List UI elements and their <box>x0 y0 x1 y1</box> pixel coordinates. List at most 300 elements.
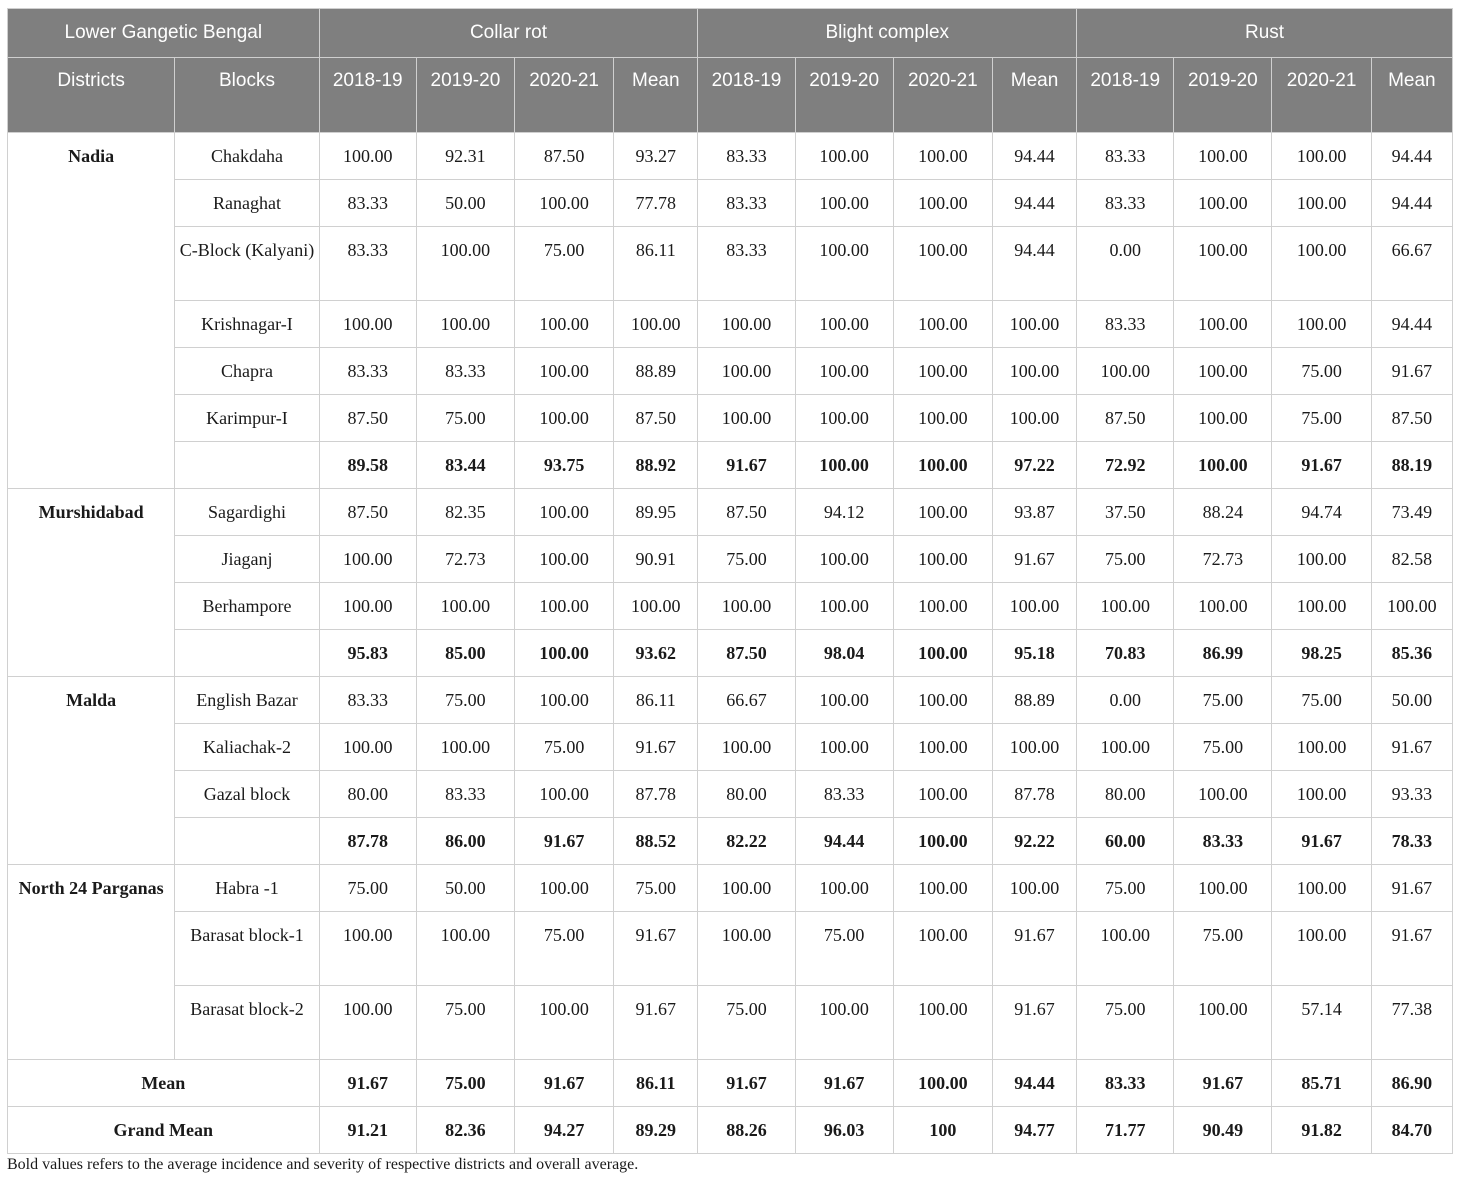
value-cell: 88.89 <box>614 348 698 395</box>
value-cell: 93.62 <box>614 630 698 677</box>
value-cell: 82.35 <box>416 489 514 536</box>
disease-header-rust: Rust <box>1077 9 1453 58</box>
year-header: 2019-20 <box>1174 58 1272 133</box>
block-cell: Barasat block-2 <box>175 986 319 1060</box>
value-cell: 100.00 <box>515 986 614 1060</box>
value-cell: 100.00 <box>1174 301 1272 348</box>
value-cell: 100.00 <box>992 395 1076 442</box>
value-cell: 100.00 <box>416 583 514 630</box>
value-cell: 100.00 <box>1272 180 1371 227</box>
value-cell: 83.33 <box>1077 1060 1174 1107</box>
value-cell: 88.26 <box>698 1107 795 1154</box>
value-cell: 91.67 <box>1371 724 1452 771</box>
value-cell: 91.67 <box>614 724 698 771</box>
table-row <box>8 865 1453 912</box>
value-cell: 91.67 <box>698 442 795 489</box>
table-footnote: Bold values refers to the average incidence and severity of respective districts and overall average. <box>7 1156 639 1173</box>
value-cell: 100.00 <box>416 912 514 986</box>
value-cell: 100.00 <box>893 536 992 583</box>
value-cell: 100.00 <box>1174 180 1272 227</box>
value-cell: 100.00 <box>795 227 893 301</box>
value-cell: 82.58 <box>1371 536 1452 583</box>
value-cell: 75.00 <box>698 536 795 583</box>
value-cell: 100.00 <box>319 724 416 771</box>
value-cell: 90.91 <box>614 536 698 583</box>
value-cell: 88.24 <box>1174 489 1272 536</box>
value-cell: 94.44 <box>992 227 1076 301</box>
value-cell: 100.00 <box>795 348 893 395</box>
value-cell: 92.31 <box>416 133 514 180</box>
value-cell: 80.00 <box>1077 771 1174 818</box>
value-cell: 77.38 <box>1371 986 1452 1060</box>
value-cell: 94.77 <box>992 1107 1076 1154</box>
block-cell: Habra -1 <box>175 865 319 912</box>
disease-header-collar-rot: Collar rot <box>319 9 698 58</box>
value-cell: 94.44 <box>1371 133 1452 180</box>
value-cell: 75.00 <box>1272 677 1371 724</box>
value-cell: 91.67 <box>1371 912 1452 986</box>
value-cell: 91.67 <box>992 912 1076 986</box>
block-cell: C-Block (Kalyani) <box>175 227 319 301</box>
value-cell: 100.00 <box>1272 724 1371 771</box>
value-cell: 75.00 <box>416 395 514 442</box>
value-cell: 72.73 <box>416 536 514 583</box>
value-cell: 100.00 <box>515 348 614 395</box>
value-cell: 100.00 <box>893 677 992 724</box>
value-cell: 83.33 <box>1174 818 1272 865</box>
year-header: 2019-20 <box>416 58 514 133</box>
value-cell: 100.00 <box>1077 348 1174 395</box>
value-cell: 100.00 <box>416 724 514 771</box>
value-cell: 83.33 <box>319 227 416 301</box>
value-cell: 88.19 <box>1371 442 1452 489</box>
grand-mean-row-label: Grand Mean <box>8 1107 320 1154</box>
value-cell: 75.00 <box>1174 677 1272 724</box>
value-cell: 50.00 <box>1371 677 1452 724</box>
value-cell: 90.49 <box>1174 1107 1272 1154</box>
value-cell: 100.00 <box>893 724 992 771</box>
year-header: 2018-19 <box>1077 58 1174 133</box>
value-cell: 83.33 <box>698 227 795 301</box>
value-cell: 87.50 <box>614 395 698 442</box>
value-cell: 91.67 <box>515 1060 614 1107</box>
value-cell: 100.00 <box>893 227 992 301</box>
block-cell: English Bazar <box>175 677 319 724</box>
value-cell: 83.33 <box>319 677 416 724</box>
district-cell: Murshidabad <box>8 489 175 677</box>
value-cell: 97.22 <box>992 442 1076 489</box>
table-row <box>8 724 1453 771</box>
disease-header-blight-complex: Blight complex <box>698 9 1077 58</box>
value-cell: 75.00 <box>1077 986 1174 1060</box>
districts-header: Districts <box>8 58 175 133</box>
value-cell: 37.50 <box>1077 489 1174 536</box>
value-cell: 60.00 <box>1077 818 1174 865</box>
value-cell: 87.50 <box>515 133 614 180</box>
value-cell: 83.33 <box>416 348 514 395</box>
value-cell: 95.18 <box>992 630 1076 677</box>
table-row <box>8 986 1453 1060</box>
value-cell: 91.67 <box>992 986 1076 1060</box>
value-cell: 100.00 <box>515 771 614 818</box>
value-cell: 91.67 <box>795 1060 893 1107</box>
value-cell: 100.00 <box>795 395 893 442</box>
year-header: 2020-21 <box>893 58 992 133</box>
value-cell: 85.71 <box>1272 1060 1371 1107</box>
value-cell: 75.00 <box>1174 724 1272 771</box>
value-cell: 100.00 <box>1174 986 1272 1060</box>
value-cell: 75.00 <box>1272 395 1371 442</box>
value-cell: 100.00 <box>515 180 614 227</box>
value-cell: 87.50 <box>698 489 795 536</box>
value-cell: 83.33 <box>416 771 514 818</box>
block-cell: Gazal block <box>175 771 319 818</box>
value-cell: 66.67 <box>1371 227 1452 301</box>
region-header: Lower Gangetic Bengal <box>8 9 320 58</box>
value-cell: 100.00 <box>319 583 416 630</box>
value-cell: 50.00 <box>416 865 514 912</box>
value-cell: 93.27 <box>614 133 698 180</box>
value-cell: 94.74 <box>1272 489 1371 536</box>
value-cell: 100.00 <box>319 301 416 348</box>
value-cell: 94.44 <box>992 180 1076 227</box>
block-cell <box>175 442 319 489</box>
value-cell: 83.33 <box>698 180 795 227</box>
value-cell: 100.00 <box>893 912 992 986</box>
value-cell: 100.00 <box>698 912 795 986</box>
value-cell: 100.00 <box>1174 133 1272 180</box>
district-cell: North 24 Parganas <box>8 865 175 1060</box>
value-cell: 100.00 <box>515 677 614 724</box>
value-cell: 57.14 <box>1272 986 1371 1060</box>
value-cell: 82.36 <box>416 1107 514 1154</box>
value-cell: 75.00 <box>698 986 795 1060</box>
value-cell: 91.21 <box>319 1107 416 1154</box>
value-cell: 87.78 <box>992 771 1076 818</box>
grand-mean-row <box>8 1107 1453 1154</box>
value-cell: 83.33 <box>698 133 795 180</box>
value-cell: 100.00 <box>893 442 992 489</box>
value-cell: 100.00 <box>416 301 514 348</box>
value-cell: 100.00 <box>795 865 893 912</box>
value-cell: 100.00 <box>992 865 1076 912</box>
value-cell: 100.00 <box>795 133 893 180</box>
value-cell: 100.00 <box>698 301 795 348</box>
value-cell: 100.00 <box>992 724 1076 771</box>
value-cell: 75.00 <box>416 677 514 724</box>
value-cell: 100.00 <box>893 133 992 180</box>
value-cell: 75.00 <box>795 912 893 986</box>
value-cell: 98.04 <box>795 630 893 677</box>
value-cell: 100.00 <box>319 912 416 986</box>
block-cell: Berhampore <box>175 583 319 630</box>
value-cell: 100.00 <box>515 301 614 348</box>
value-cell: 100.00 <box>795 442 893 489</box>
value-cell: 75.00 <box>515 912 614 986</box>
value-cell: 94.44 <box>992 1060 1076 1107</box>
value-cell: 83.33 <box>795 771 893 818</box>
value-cell: 80.00 <box>698 771 795 818</box>
value-cell: 73.49 <box>1371 489 1452 536</box>
value-cell: 100.00 <box>698 395 795 442</box>
value-cell: 91.82 <box>1272 1107 1371 1154</box>
value-cell: 83.33 <box>1077 133 1174 180</box>
value-cell: 88.52 <box>614 818 698 865</box>
value-cell: 100.00 <box>1077 724 1174 771</box>
value-cell: 75.00 <box>1174 912 1272 986</box>
value-cell: 83.33 <box>1077 301 1174 348</box>
value-cell: 91.67 <box>698 1060 795 1107</box>
value-cell: 100.00 <box>795 536 893 583</box>
blocks-header: Blocks <box>175 58 319 133</box>
value-cell: 100.00 <box>1272 536 1371 583</box>
table-row <box>8 395 1453 442</box>
value-cell: 100.00 <box>1272 301 1371 348</box>
value-cell: 91.67 <box>1371 865 1452 912</box>
value-cell: 71.77 <box>1077 1107 1174 1154</box>
value-cell: 100.00 <box>1174 442 1272 489</box>
value-cell: 86.11 <box>614 677 698 724</box>
value-cell: 100.00 <box>1174 395 1272 442</box>
value-cell: 0.00 <box>1077 677 1174 724</box>
value-cell: 100.00 <box>515 583 614 630</box>
value-cell: 91.67 <box>614 912 698 986</box>
table-row <box>8 227 1453 301</box>
block-cell: Kaliachak-2 <box>175 724 319 771</box>
value-cell: 100.00 <box>1272 865 1371 912</box>
value-cell: 96.03 <box>795 1107 893 1154</box>
value-cell: 86.11 <box>614 1060 698 1107</box>
value-cell: 100.00 <box>515 536 614 583</box>
year-header: 2018-19 <box>319 58 416 133</box>
value-cell: 100.00 <box>416 227 514 301</box>
year-header: 2018-19 <box>698 58 795 133</box>
value-cell: 82.22 <box>698 818 795 865</box>
value-cell: 100.00 <box>893 865 992 912</box>
header-row-years <box>8 58 1453 133</box>
value-cell: 91.67 <box>1272 442 1371 489</box>
value-cell: 91.67 <box>319 1060 416 1107</box>
value-cell: 91.67 <box>515 818 614 865</box>
block-cell <box>175 818 319 865</box>
value-cell: 88.89 <box>992 677 1076 724</box>
value-cell: 75.00 <box>614 865 698 912</box>
value-cell: 100.00 <box>893 818 992 865</box>
value-cell: 100.00 <box>698 724 795 771</box>
value-cell: 80.00 <box>319 771 416 818</box>
value-cell: 100.00 <box>319 133 416 180</box>
value-cell: 66.67 <box>698 677 795 724</box>
value-cell: 0.00 <box>1077 227 1174 301</box>
value-cell: 83.44 <box>416 442 514 489</box>
value-cell: 94.27 <box>515 1107 614 1154</box>
disease-incidence-table <box>7 8 1453 1154</box>
value-cell: 86.99 <box>1174 630 1272 677</box>
value-cell: 89.95 <box>614 489 698 536</box>
year-header: 2020-21 <box>515 58 614 133</box>
table-row <box>8 583 1453 630</box>
value-cell: 94.44 <box>1371 301 1452 348</box>
district-average-row <box>8 818 1453 865</box>
value-cell: 87.50 <box>1371 395 1452 442</box>
value-cell: 93.87 <box>992 489 1076 536</box>
value-cell: 100.00 <box>992 583 1076 630</box>
value-cell: 85.36 <box>1371 630 1452 677</box>
value-cell: 100.00 <box>515 395 614 442</box>
value-cell: 100.00 <box>893 986 992 1060</box>
value-cell: 100.00 <box>893 583 992 630</box>
block-cell: Chapra <box>175 348 319 395</box>
value-cell: 91.67 <box>1174 1060 1272 1107</box>
value-cell: 100.00 <box>992 301 1076 348</box>
value-cell: 100.00 <box>795 724 893 771</box>
value-cell: 100.00 <box>893 1060 992 1107</box>
value-cell: 100.00 <box>893 180 992 227</box>
value-cell: 87.50 <box>698 630 795 677</box>
table-row <box>8 133 1453 180</box>
block-cell: Chakdaha <box>175 133 319 180</box>
value-cell: 100.00 <box>795 986 893 1060</box>
value-cell: 75.00 <box>515 724 614 771</box>
value-cell: 100.00 <box>795 301 893 348</box>
value-cell: 100.00 <box>698 865 795 912</box>
value-cell: 100.00 <box>515 865 614 912</box>
value-cell: 75.00 <box>1077 865 1174 912</box>
year-header: 2019-20 <box>795 58 893 133</box>
table-row <box>8 677 1453 724</box>
value-cell: 75.00 <box>1272 348 1371 395</box>
value-cell: 100.00 <box>1272 912 1371 986</box>
value-cell: 77.78 <box>614 180 698 227</box>
value-cell: 100.00 <box>698 348 795 395</box>
value-cell: 94.44 <box>1371 180 1452 227</box>
value-cell: 100.00 <box>1077 583 1174 630</box>
value-cell: 75.00 <box>1077 536 1174 583</box>
mean-header: Mean <box>1371 58 1452 133</box>
value-cell: 72.92 <box>1077 442 1174 489</box>
block-cell: Krishnagar-I <box>175 301 319 348</box>
value-cell: 87.78 <box>614 771 698 818</box>
table-row <box>8 180 1453 227</box>
table-row <box>8 912 1453 986</box>
value-cell: 83.33 <box>1077 180 1174 227</box>
year-header: 2020-21 <box>1272 58 1371 133</box>
value-cell: 100.00 <box>893 348 992 395</box>
value-cell: 100.00 <box>893 771 992 818</box>
value-cell: 50.00 <box>416 180 514 227</box>
value-cell: 91.67 <box>1371 348 1452 395</box>
value-cell: 100.00 <box>319 536 416 583</box>
value-cell: 100.00 <box>1077 912 1174 986</box>
value-cell: 100.00 <box>1174 865 1272 912</box>
value-cell: 100.00 <box>992 348 1076 395</box>
block-cell: Jiaganj <box>175 536 319 583</box>
value-cell: 89.58 <box>319 442 416 489</box>
value-cell: 70.83 <box>1077 630 1174 677</box>
value-cell: 91.67 <box>1272 818 1371 865</box>
mean-row-label: Mean <box>8 1060 320 1107</box>
value-cell: 86.90 <box>1371 1060 1452 1107</box>
value-cell: 91.67 <box>992 536 1076 583</box>
value-cell: 75.00 <box>515 227 614 301</box>
value-cell: 100.00 <box>1272 133 1371 180</box>
value-cell: 92.22 <box>992 818 1076 865</box>
value-cell: 91.67 <box>614 986 698 1060</box>
value-cell: 84.70 <box>1371 1107 1452 1154</box>
value-cell: 100.00 <box>893 489 992 536</box>
value-cell: 87.50 <box>319 395 416 442</box>
value-cell: 75.00 <box>319 865 416 912</box>
mean-row <box>8 1060 1453 1107</box>
value-cell: 75.00 <box>416 1060 514 1107</box>
header-row-diseases <box>8 9 1453 58</box>
value-cell: 100.00 <box>614 583 698 630</box>
block-cell: Barasat block-1 <box>175 912 319 986</box>
value-cell: 100.00 <box>893 301 992 348</box>
value-cell: 87.78 <box>319 818 416 865</box>
table-body <box>8 133 1453 1154</box>
table-row <box>8 536 1453 583</box>
value-cell: 83.33 <box>319 348 416 395</box>
value-cell: 100.00 <box>515 630 614 677</box>
block-cell <box>175 630 319 677</box>
value-cell: 100.00 <box>698 583 795 630</box>
value-cell: 100.00 <box>614 301 698 348</box>
mean-header: Mean <box>614 58 698 133</box>
value-cell: 94.44 <box>992 133 1076 180</box>
value-cell: 100.00 <box>893 630 992 677</box>
district-cell: Nadia <box>8 133 175 489</box>
value-cell: 75.00 <box>416 986 514 1060</box>
value-cell: 94.12 <box>795 489 893 536</box>
value-cell: 78.33 <box>1371 818 1452 865</box>
table-row <box>8 771 1453 818</box>
value-cell: 88.92 <box>614 442 698 489</box>
value-cell: 100.00 <box>1272 227 1371 301</box>
value-cell: 93.75 <box>515 442 614 489</box>
value-cell: 100.00 <box>1174 227 1272 301</box>
value-cell: 100.00 <box>1174 348 1272 395</box>
value-cell: 100 <box>893 1107 992 1154</box>
value-cell: 100.00 <box>795 677 893 724</box>
value-cell: 86.11 <box>614 227 698 301</box>
value-cell: 95.83 <box>319 630 416 677</box>
table-row <box>8 348 1453 395</box>
value-cell: 85.00 <box>416 630 514 677</box>
value-cell: 100.00 <box>1272 771 1371 818</box>
value-cell: 100.00 <box>319 986 416 1060</box>
value-cell: 100.00 <box>893 395 992 442</box>
value-cell: 98.25 <box>1272 630 1371 677</box>
block-cell: Karimpur-I <box>175 395 319 442</box>
value-cell: 94.44 <box>795 818 893 865</box>
table-row <box>8 489 1453 536</box>
value-cell: 100.00 <box>515 489 614 536</box>
value-cell: 100.00 <box>795 583 893 630</box>
value-cell: 83.33 <box>319 180 416 227</box>
mean-header: Mean <box>992 58 1076 133</box>
value-cell: 72.73 <box>1174 536 1272 583</box>
value-cell: 87.50 <box>319 489 416 536</box>
value-cell: 100.00 <box>1174 771 1272 818</box>
value-cell: 93.33 <box>1371 771 1452 818</box>
value-cell: 100.00 <box>1272 583 1371 630</box>
value-cell: 87.50 <box>1077 395 1174 442</box>
block-cell: Ranaghat <box>175 180 319 227</box>
value-cell: 89.29 <box>614 1107 698 1154</box>
district-average-row <box>8 442 1453 489</box>
value-cell: 100.00 <box>1174 583 1272 630</box>
